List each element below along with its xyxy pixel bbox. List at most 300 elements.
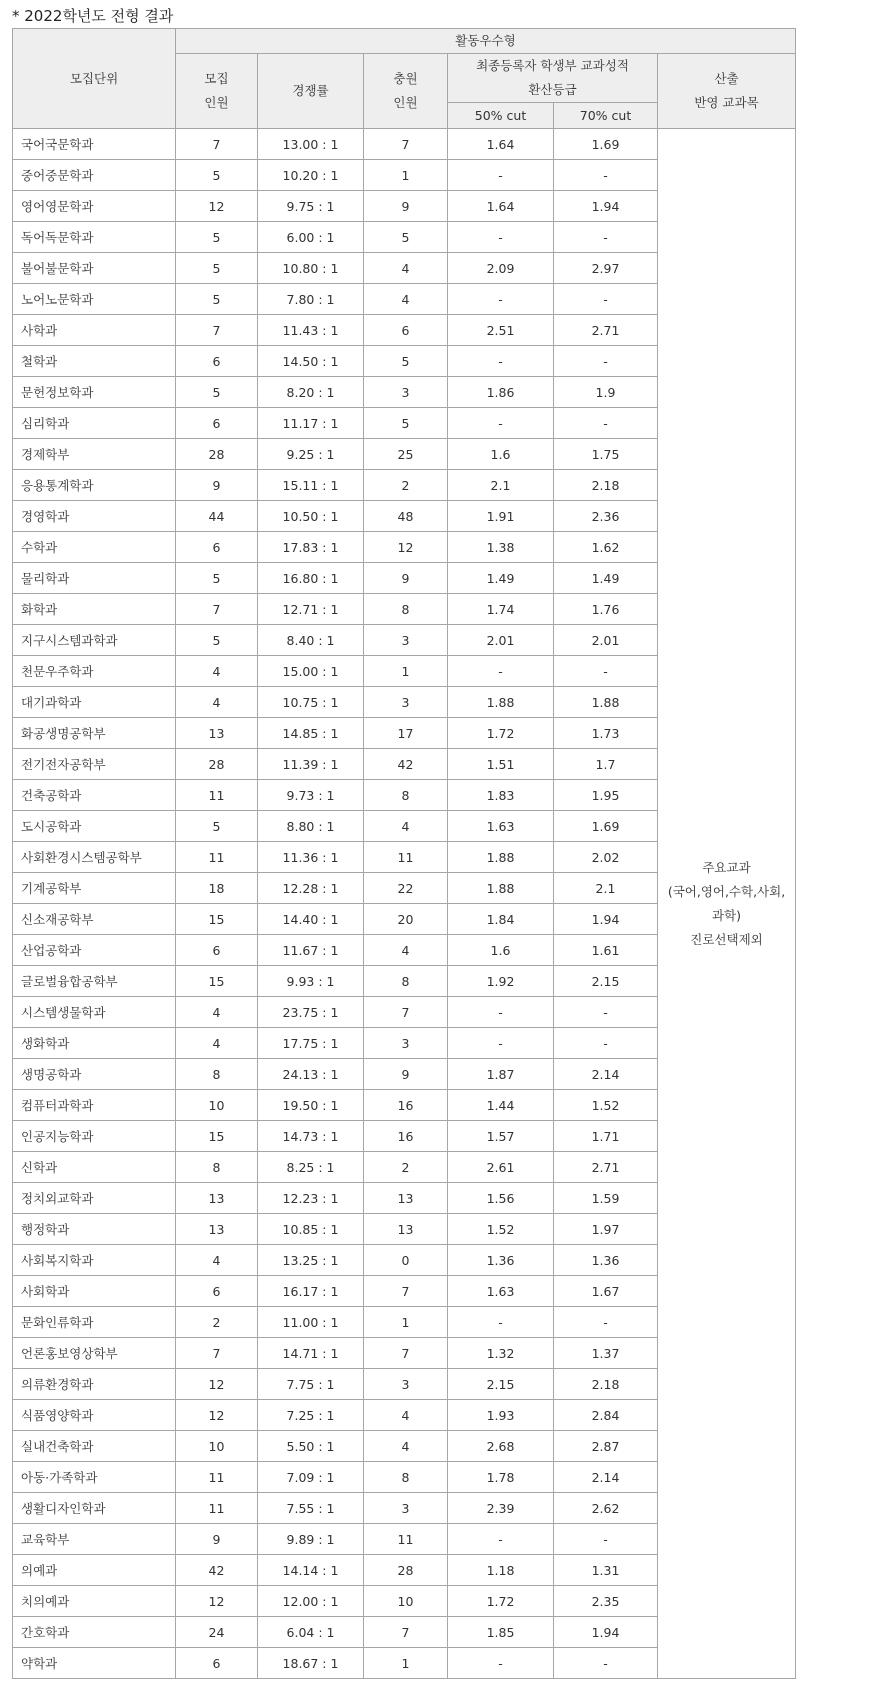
cut50-grade: 1.88	[448, 842, 554, 873]
recruit-count: 10	[176, 1090, 258, 1121]
extra-count: 4	[364, 935, 448, 966]
cut70-grade: 1.37	[554, 1338, 658, 1369]
recruit-count: 13	[176, 1214, 258, 1245]
competition-ratio: 13.00 : 1	[258, 129, 364, 160]
dept-name: 시스템생물학과	[13, 997, 176, 1028]
dept-name: 경영학과	[13, 501, 176, 532]
extra-count: 7	[364, 1338, 448, 1369]
dept-name: 생활디자인학과	[13, 1493, 176, 1524]
competition-ratio: 23.75 : 1	[258, 997, 364, 1028]
cut70-grade: 1.59	[554, 1183, 658, 1214]
extra-count: 7	[364, 1276, 448, 1307]
recruit-count: 42	[176, 1555, 258, 1586]
cut50-grade: 1.92	[448, 966, 554, 997]
cut50-grade: 1.57	[448, 1121, 554, 1152]
recruit-count: 9	[176, 470, 258, 501]
extra-count: 9	[364, 1059, 448, 1090]
competition-ratio: 10.75 : 1	[258, 687, 364, 718]
extra-count: 9	[364, 191, 448, 222]
dept-name: 언론홍보영상학부	[13, 1338, 176, 1369]
cut70-grade: 2.35	[554, 1586, 658, 1617]
header-subjects-line1: 산출	[714, 71, 739, 86]
cut50-grade: 1.49	[448, 563, 554, 594]
recruit-count: 4	[176, 997, 258, 1028]
dept-name: 심리학과	[13, 408, 176, 439]
header-recruit-line1: 모집	[204, 71, 229, 86]
dept-name: 정치외교학과	[13, 1183, 176, 1214]
cut50-grade: 2.51	[448, 315, 554, 346]
extra-count: 11	[364, 842, 448, 873]
competition-ratio: 10.85 : 1	[258, 1214, 364, 1245]
subjects-note-line: 주요교과	[702, 859, 751, 875]
cut70-grade: 2.14	[554, 1462, 658, 1493]
competition-ratio: 7.09 : 1	[258, 1462, 364, 1493]
extra-count: 16	[364, 1121, 448, 1152]
cut70-grade: 1.88	[554, 687, 658, 718]
extra-count: 1	[364, 1307, 448, 1338]
extra-count: 11	[364, 1524, 448, 1555]
competition-ratio: 7.75 : 1	[258, 1369, 364, 1400]
recruit-count: 12	[176, 191, 258, 222]
cut70-grade: 1.94	[554, 191, 658, 222]
recruit-count: 8	[176, 1152, 258, 1183]
cut70-grade: 2.71	[554, 315, 658, 346]
cut70-grade: 1.75	[554, 439, 658, 470]
recruit-count: 13	[176, 718, 258, 749]
recruit-count: 7	[176, 594, 258, 625]
dept-name: 치의예과	[13, 1586, 176, 1617]
cut50-grade: 2.1	[448, 470, 554, 501]
cut70-grade: 1.31	[554, 1555, 658, 1586]
cut50-grade: 1.44	[448, 1090, 554, 1121]
extra-count: 2	[364, 1152, 448, 1183]
cut70-grade: 2.36	[554, 501, 658, 532]
extra-count: 42	[364, 749, 448, 780]
recruit-count: 2	[176, 1307, 258, 1338]
cut70-grade: 2.14	[554, 1059, 658, 1090]
extra-count: 16	[364, 1090, 448, 1121]
dept-name: 약학과	[13, 1648, 176, 1679]
competition-ratio: 6.04 : 1	[258, 1617, 364, 1648]
cut70-grade: 2.1	[554, 873, 658, 904]
cut50-grade: 1.83	[448, 780, 554, 811]
dept-name: 문헌정보학과	[13, 377, 176, 408]
recruit-count: 7	[176, 129, 258, 160]
recruit-count: 11	[176, 1493, 258, 1524]
cut70-grade: 1.7	[554, 749, 658, 780]
header-cut70: 70% cut	[554, 103, 658, 129]
header-extra-line1: 충원	[393, 71, 418, 86]
cut50-grade: 1.84	[448, 904, 554, 935]
cut70-grade: 1.62	[554, 532, 658, 563]
extra-count: 8	[364, 594, 448, 625]
cut70-grade: -	[554, 1028, 658, 1059]
dept-name: 의류환경학과	[13, 1369, 176, 1400]
recruit-count: 10	[176, 1431, 258, 1462]
competition-ratio: 11.17 : 1	[258, 408, 364, 439]
dept-name: 사학과	[13, 315, 176, 346]
extra-count: 2	[364, 470, 448, 501]
competition-ratio: 9.25 : 1	[258, 439, 364, 470]
cut50-grade: 1.88	[448, 687, 554, 718]
recruit-count: 6	[176, 1276, 258, 1307]
recruit-count: 15	[176, 966, 258, 997]
cut70-grade: 2.01	[554, 625, 658, 656]
recruit-count: 9	[176, 1524, 258, 1555]
extra-count: 1	[364, 160, 448, 191]
header-recruit-line2: 인원	[204, 95, 229, 110]
cut70-grade: -	[554, 284, 658, 315]
competition-ratio: 13.25 : 1	[258, 1245, 364, 1276]
recruit-count: 11	[176, 780, 258, 811]
cut50-grade: 1.63	[448, 811, 554, 842]
cut50-grade: 1.72	[448, 1586, 554, 1617]
extra-count: 4	[364, 1400, 448, 1431]
cut50-grade: 1.64	[448, 191, 554, 222]
competition-ratio: 8.20 : 1	[258, 377, 364, 408]
cut50-grade: 1.32	[448, 1338, 554, 1369]
cut70-grade: -	[554, 1307, 658, 1338]
cut70-grade: 2.18	[554, 470, 658, 501]
dept-name: 경제학부	[13, 439, 176, 470]
dept-name: 국어국문학과	[13, 129, 176, 160]
extra-count: 8	[364, 780, 448, 811]
extra-count: 3	[364, 687, 448, 718]
competition-ratio: 11.00 : 1	[258, 1307, 364, 1338]
extra-count: 0	[364, 1245, 448, 1276]
cut70-grade: 1.61	[554, 935, 658, 966]
recruit-count: 7	[176, 1338, 258, 1369]
dept-name: 아동·가족학과	[13, 1462, 176, 1493]
extra-count: 5	[364, 408, 448, 439]
dept-name: 사회복지학과	[13, 1245, 176, 1276]
cut50-grade: 1.86	[448, 377, 554, 408]
dept-name: 생화학과	[13, 1028, 176, 1059]
cut50-grade: 1.85	[448, 1617, 554, 1648]
admission-result-table	[12, 28, 796, 1679]
extra-count: 13	[364, 1183, 448, 1214]
recruit-count: 28	[176, 439, 258, 470]
subjects-note	[658, 129, 796, 1679]
cut50-grade: 2.09	[448, 253, 554, 284]
competition-ratio: 12.23 : 1	[258, 1183, 364, 1214]
cut70-grade: -	[554, 1524, 658, 1555]
cut50-grade: 1.93	[448, 1400, 554, 1431]
subjects-note-line: 진로선택제외	[690, 931, 763, 947]
cut70-grade: 2.15	[554, 966, 658, 997]
competition-ratio: 11.67 : 1	[258, 935, 364, 966]
competition-ratio: 14.14 : 1	[258, 1555, 364, 1586]
dept-name: 사회학과	[13, 1276, 176, 1307]
competition-ratio: 24.13 : 1	[258, 1059, 364, 1090]
cut50-grade: -	[448, 346, 554, 377]
cut70-grade: 2.84	[554, 1400, 658, 1431]
cut50-grade: -	[448, 1648, 554, 1679]
dept-name: 화학과	[13, 594, 176, 625]
competition-ratio: 15.00 : 1	[258, 656, 364, 687]
dept-name: 천문우주학과	[13, 656, 176, 687]
cut70-grade: 2.02	[554, 842, 658, 873]
dept-name: 식품영양학과	[13, 1400, 176, 1431]
cut70-grade: -	[554, 997, 658, 1028]
dept-name: 글로벌융합공학부	[13, 966, 176, 997]
competition-ratio: 8.40 : 1	[258, 625, 364, 656]
extra-count: 13	[364, 1214, 448, 1245]
competition-ratio: 15.11 : 1	[258, 470, 364, 501]
dept-name: 신학과	[13, 1152, 176, 1183]
cut70-grade: 2.62	[554, 1493, 658, 1524]
cut50-grade: -	[448, 656, 554, 687]
dept-name: 교육학부	[13, 1524, 176, 1555]
extra-count: 5	[364, 222, 448, 253]
table-body	[13, 129, 796, 1679]
dept-name: 화공생명공학부	[13, 718, 176, 749]
competition-ratio: 11.36 : 1	[258, 842, 364, 873]
header-subjects	[658, 54, 796, 129]
header-unit: 모집단위	[13, 29, 176, 129]
cut70-grade: 1.95	[554, 780, 658, 811]
cut50-grade: 1.52	[448, 1214, 554, 1245]
cut50-grade: 1.78	[448, 1462, 554, 1493]
cut50-grade: 1.87	[448, 1059, 554, 1090]
cut70-grade: 1.94	[554, 904, 658, 935]
competition-ratio: 9.89 : 1	[258, 1524, 364, 1555]
cut50-grade: 1.64	[448, 129, 554, 160]
header-cut50: 50% cut	[448, 103, 554, 129]
dept-name: 생명공학과	[13, 1059, 176, 1090]
extra-count: 20	[364, 904, 448, 935]
competition-ratio: 7.80 : 1	[258, 284, 364, 315]
dept-name: 도시공학과	[13, 811, 176, 842]
recruit-count: 24	[176, 1617, 258, 1648]
competition-ratio: 14.50 : 1	[258, 346, 364, 377]
competition-ratio: 17.83 : 1	[258, 532, 364, 563]
recruit-count: 4	[176, 656, 258, 687]
competition-ratio: 16.17 : 1	[258, 1276, 364, 1307]
dept-name: 문화인류학과	[13, 1307, 176, 1338]
extra-count: 3	[364, 1369, 448, 1400]
cut50-grade: 1.56	[448, 1183, 554, 1214]
competition-ratio: 7.55 : 1	[258, 1493, 364, 1524]
extra-count: 3	[364, 625, 448, 656]
recruit-count: 5	[176, 284, 258, 315]
extra-count: 12	[364, 532, 448, 563]
dept-name: 전기전자공학부	[13, 749, 176, 780]
competition-ratio: 10.80 : 1	[258, 253, 364, 284]
extra-count: 4	[364, 253, 448, 284]
header-ratio: 경쟁률	[258, 54, 364, 129]
recruit-count: 12	[176, 1586, 258, 1617]
dept-name: 물리학과	[13, 563, 176, 594]
cut70-grade: 2.87	[554, 1431, 658, 1462]
cut70-grade: 1.52	[554, 1090, 658, 1121]
cut70-grade: 2.71	[554, 1152, 658, 1183]
cut50-grade: 1.88	[448, 873, 554, 904]
recruit-count: 5	[176, 563, 258, 594]
dept-name: 노어노문학과	[13, 284, 176, 315]
dept-name: 불어불문학과	[13, 253, 176, 284]
cut50-grade: 2.39	[448, 1493, 554, 1524]
cut70-grade: 1.71	[554, 1121, 658, 1152]
cut50-grade: 1.51	[448, 749, 554, 780]
competition-ratio: 19.50 : 1	[258, 1090, 364, 1121]
recruit-count: 5	[176, 811, 258, 842]
cut70-grade: 1.49	[554, 563, 658, 594]
competition-ratio: 12.71 : 1	[258, 594, 364, 625]
cut70-grade: 1.76	[554, 594, 658, 625]
cut70-grade: -	[554, 656, 658, 687]
competition-ratio: 14.85 : 1	[258, 718, 364, 749]
cut50-grade: -	[448, 408, 554, 439]
cut50-grade: 1.38	[448, 532, 554, 563]
dept-name: 건축공학과	[13, 780, 176, 811]
extra-count: 22	[364, 873, 448, 904]
dept-name: 실내건축학과	[13, 1431, 176, 1462]
extra-count: 10	[364, 1586, 448, 1617]
cut70-grade: -	[554, 408, 658, 439]
extra-count: 7	[364, 129, 448, 160]
cut50-grade: -	[448, 1524, 554, 1555]
page-title: * 2022학년도 전형 결과	[12, 7, 174, 25]
extra-count: 8	[364, 966, 448, 997]
cut50-grade: 1.72	[448, 718, 554, 749]
extra-count: 8	[364, 1462, 448, 1493]
recruit-count: 12	[176, 1369, 258, 1400]
cut50-grade: 1.6	[448, 439, 554, 470]
dept-name: 컴퓨터과학과	[13, 1090, 176, 1121]
competition-ratio: 14.73 : 1	[258, 1121, 364, 1152]
header-subjects-line2: 반영 교과목	[694, 95, 759, 110]
competition-ratio: 11.43 : 1	[258, 315, 364, 346]
cut50-grade: 1.63	[448, 1276, 554, 1307]
cut70-grade: 1.94	[554, 1617, 658, 1648]
cut70-grade: 1.69	[554, 129, 658, 160]
cut50-grade: 2.61	[448, 1152, 554, 1183]
recruit-count: 11	[176, 842, 258, 873]
extra-count: 25	[364, 439, 448, 470]
cut50-grade: 1.74	[448, 594, 554, 625]
competition-ratio: 9.75 : 1	[258, 191, 364, 222]
recruit-count: 5	[176, 253, 258, 284]
recruit-count: 15	[176, 904, 258, 935]
competition-ratio: 14.71 : 1	[258, 1338, 364, 1369]
recruit-count: 5	[176, 625, 258, 656]
recruit-count: 13	[176, 1183, 258, 1214]
recruit-count: 15	[176, 1121, 258, 1152]
recruit-count: 6	[176, 346, 258, 377]
cut70-grade: 1.73	[554, 718, 658, 749]
cut70-grade: 1.67	[554, 1276, 658, 1307]
dept-name: 행정학과	[13, 1214, 176, 1245]
recruit-count: 12	[176, 1400, 258, 1431]
cut50-grade: -	[448, 997, 554, 1028]
table-header	[13, 29, 796, 129]
extra-count: 7	[364, 997, 448, 1028]
competition-ratio: 10.20 : 1	[258, 160, 364, 191]
dept-name: 중어중문학과	[13, 160, 176, 191]
cut50-grade: -	[448, 1028, 554, 1059]
extra-count: 3	[364, 377, 448, 408]
competition-ratio: 12.00 : 1	[258, 1586, 364, 1617]
recruit-count: 28	[176, 749, 258, 780]
competition-ratio: 8.80 : 1	[258, 811, 364, 842]
recruit-count: 5	[176, 222, 258, 253]
cut70-grade: 1.36	[554, 1245, 658, 1276]
competition-ratio: 6.00 : 1	[258, 222, 364, 253]
cut50-grade: -	[448, 222, 554, 253]
dept-name: 수학과	[13, 532, 176, 563]
cut70-grade: -	[554, 160, 658, 191]
cut50-grade: 1.36	[448, 1245, 554, 1276]
header-grade-line2: 환산등급	[528, 82, 577, 97]
recruit-count: 4	[176, 687, 258, 718]
dept-name: 영어영문학과	[13, 191, 176, 222]
recruit-count: 4	[176, 1245, 258, 1276]
dept-name: 응용통계학과	[13, 470, 176, 501]
recruit-count: 6	[176, 532, 258, 563]
dept-name: 대기과학과	[13, 687, 176, 718]
competition-ratio: 7.25 : 1	[258, 1400, 364, 1431]
competition-ratio: 16.80 : 1	[258, 563, 364, 594]
competition-ratio: 11.39 : 1	[258, 749, 364, 780]
cut50-grade: 1.91	[448, 501, 554, 532]
recruit-count: 6	[176, 935, 258, 966]
recruit-count: 18	[176, 873, 258, 904]
cut50-grade: 2.15	[448, 1369, 554, 1400]
cut50-grade: -	[448, 160, 554, 191]
header-type: 활동우수형	[176, 29, 796, 54]
recruit-count: 11	[176, 1462, 258, 1493]
cut50-grade: -	[448, 284, 554, 315]
extra-count: 1	[364, 1648, 448, 1679]
recruit-count: 44	[176, 501, 258, 532]
cut50-grade: 1.18	[448, 1555, 554, 1586]
dept-name: 사회환경시스템공학부	[13, 842, 176, 873]
extra-count: 3	[364, 1493, 448, 1524]
extra-count: 9	[364, 563, 448, 594]
header-recruit	[176, 54, 258, 129]
subjects-note-line: (국어,영어,수학,사회,	[667, 883, 786, 899]
recruit-count: 5	[176, 160, 258, 191]
competition-ratio: 12.28 : 1	[258, 873, 364, 904]
cut70-grade: -	[554, 346, 658, 377]
competition-ratio: 9.73 : 1	[258, 780, 364, 811]
extra-count: 28	[364, 1555, 448, 1586]
recruit-count: 6	[176, 1648, 258, 1679]
dept-name: 지구시스템과학과	[13, 625, 176, 656]
header-grade-line1: 최종등록자 학생부 교과성적	[476, 58, 629, 73]
dept-name: 독어독문학과	[13, 222, 176, 253]
cut70-grade: 2.97	[554, 253, 658, 284]
extra-count: 4	[364, 811, 448, 842]
subjects-note-line: 과학)	[711, 907, 742, 923]
cut70-grade: 1.97	[554, 1214, 658, 1245]
competition-ratio: 5.50 : 1	[258, 1431, 364, 1462]
header-extra-line2: 인원	[393, 95, 418, 110]
dept-name: 산업공학과	[13, 935, 176, 966]
competition-ratio: 8.25 : 1	[258, 1152, 364, 1183]
competition-ratio: 14.40 : 1	[258, 904, 364, 935]
cut70-grade: 1.69	[554, 811, 658, 842]
recruit-count: 6	[176, 408, 258, 439]
table-row	[13, 129, 796, 160]
extra-count: 5	[364, 346, 448, 377]
competition-ratio: 17.75 : 1	[258, 1028, 364, 1059]
extra-count: 1	[364, 656, 448, 687]
cut70-grade: -	[554, 1648, 658, 1679]
cut50-grade: 2.68	[448, 1431, 554, 1462]
extra-count: 3	[364, 1028, 448, 1059]
